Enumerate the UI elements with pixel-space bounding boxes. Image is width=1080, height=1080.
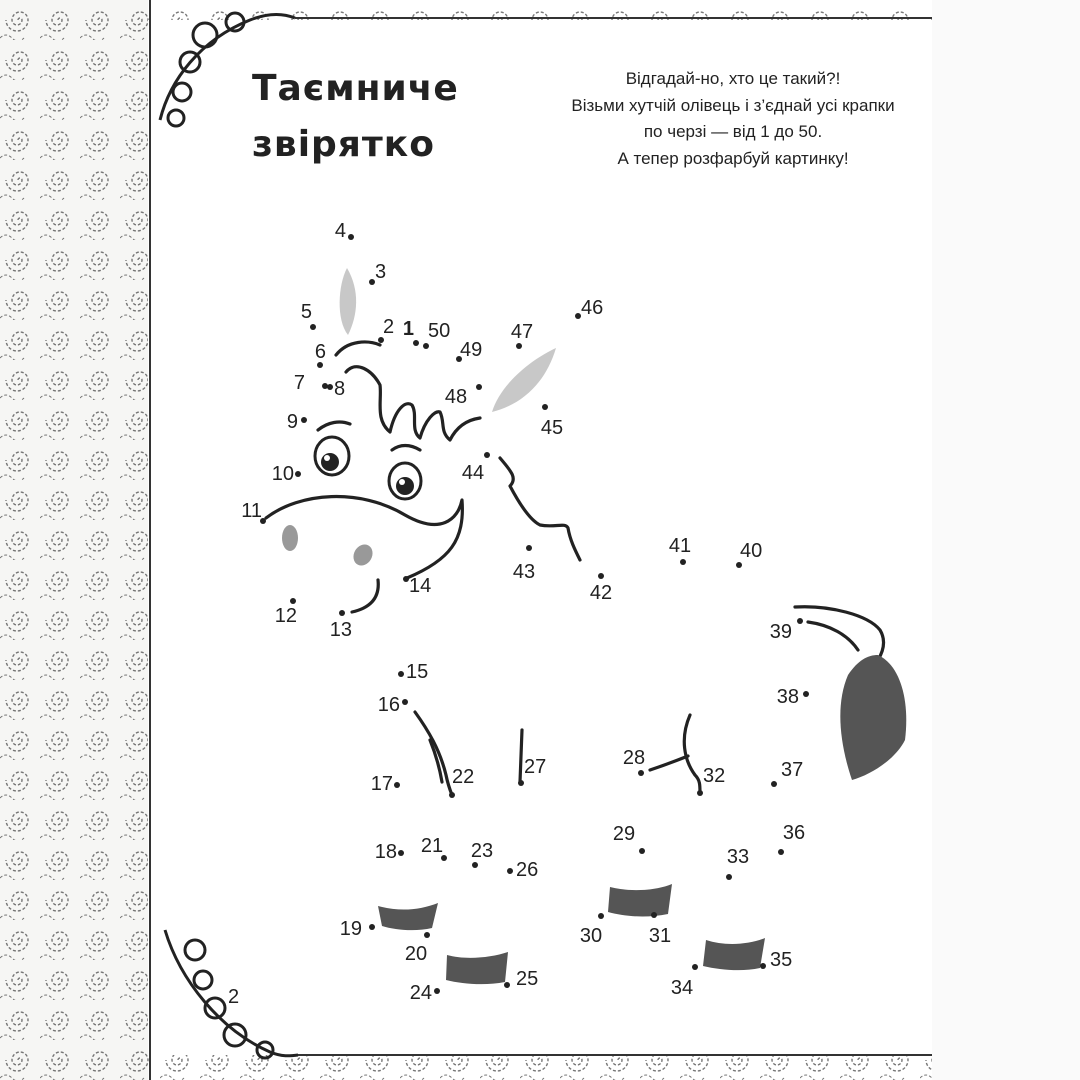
dot-32 xyxy=(697,765,725,796)
dot-number-label: 2 xyxy=(383,316,395,338)
dot-number-label: 47 xyxy=(510,321,534,343)
instruction-line: Візьми хутчій олівець і з’єднай усі крапки xyxy=(571,95,895,115)
dot-41 xyxy=(669,535,691,565)
dot-marker xyxy=(434,988,440,994)
dot-number-label: 50 xyxy=(428,320,451,342)
dot-marker xyxy=(424,932,430,938)
instruction-line: Відгадай-но, хто це такий?! xyxy=(625,69,841,88)
dot-marker xyxy=(680,559,686,565)
dot-number-label: 38 xyxy=(776,686,799,708)
dot-number-label: 34 xyxy=(670,977,694,999)
dot-marker xyxy=(638,770,644,776)
dot-number-label: 24 xyxy=(409,982,432,1004)
page-number: 2 xyxy=(228,986,240,1008)
dot-16 xyxy=(378,694,408,716)
dot-number-label: 23 xyxy=(470,840,494,862)
dot-marker xyxy=(518,780,524,786)
dot-marker xyxy=(398,671,404,677)
dot-number-label: 46 xyxy=(581,297,604,319)
dot-marker xyxy=(322,383,328,389)
page-title-line-2: звірятко xyxy=(252,124,435,165)
dot-marker xyxy=(339,610,345,616)
dot-9 xyxy=(287,411,307,433)
dot-1 xyxy=(403,318,419,346)
dot-marker xyxy=(542,404,548,410)
dot-number-label: 41 xyxy=(668,535,692,557)
numbered-dots xyxy=(241,220,809,1004)
dot-number-label: 25 xyxy=(516,968,539,990)
tail-tuft-icon xyxy=(840,655,906,780)
dot-39 xyxy=(770,618,803,643)
dot-number-label: 37 xyxy=(781,759,804,781)
dot-number-label: 18 xyxy=(374,841,397,863)
dot-38 xyxy=(777,686,809,708)
hoof-icon xyxy=(446,952,508,984)
dot-37 xyxy=(771,759,803,787)
dot-marker xyxy=(472,862,478,868)
dot-24 xyxy=(410,982,440,1004)
page-title-line-1: Таємниче xyxy=(252,68,459,109)
dot-marker xyxy=(476,384,482,390)
dot-5 xyxy=(301,301,316,330)
dot-number-label: 10 xyxy=(271,463,294,485)
hoof-icon xyxy=(378,903,438,930)
dot-marker xyxy=(598,913,604,919)
dot-number-label: 22 xyxy=(452,766,475,788)
dot-3 xyxy=(369,261,386,285)
hoof-icon xyxy=(608,884,672,916)
dot-marker xyxy=(301,417,307,423)
dot-marker xyxy=(598,573,604,579)
dot-marker xyxy=(507,868,513,874)
hoof-icon xyxy=(703,938,765,970)
dot-marker xyxy=(423,343,429,349)
dot-marker xyxy=(778,849,784,855)
dot-47 xyxy=(511,321,533,349)
dot-2 xyxy=(378,316,394,343)
dot-marker xyxy=(736,562,742,568)
instruction-line: по черзі — від 1 до 50. xyxy=(643,122,823,141)
dot-number-label: 27 xyxy=(524,756,547,778)
dot-number-label: 28 xyxy=(622,747,646,769)
dot-48 xyxy=(445,384,482,408)
dot-number-label: 48 xyxy=(444,386,468,408)
dot-number-label: 30 xyxy=(579,925,603,947)
dot-number-label: 12 xyxy=(274,605,297,627)
dot-number-label: 39 xyxy=(769,621,792,643)
dot-15 xyxy=(398,661,428,683)
dot-36 xyxy=(778,822,805,855)
dot-12 xyxy=(275,598,297,627)
dot-6 xyxy=(315,341,326,368)
dot-35 xyxy=(760,949,792,971)
dot-25 xyxy=(504,968,538,990)
dot-number-label: 42 xyxy=(589,582,613,604)
dot-number-label: 36 xyxy=(782,822,806,844)
dot-17 xyxy=(371,773,400,795)
dot-marker xyxy=(726,874,732,880)
dot-number-label: 17 xyxy=(370,773,393,795)
dot-number-label: 32 xyxy=(703,765,726,787)
dot-marker xyxy=(413,340,419,346)
dot-number-label: 26 xyxy=(516,859,539,881)
dot-46 xyxy=(575,297,603,319)
dot-marker xyxy=(402,699,408,705)
dot-number-label: 31 xyxy=(648,925,672,947)
dot-number-label: 5 xyxy=(300,301,312,323)
dot-10 xyxy=(272,463,301,485)
dot-30 xyxy=(580,913,604,947)
dot-number-label: 9 xyxy=(286,411,298,433)
dot-marker xyxy=(295,471,301,477)
dot-45 xyxy=(541,404,563,439)
dot-7 xyxy=(294,372,328,394)
dot-number-label: 13 xyxy=(329,619,352,641)
dot-number-label: 7 xyxy=(293,372,305,394)
dot-number-label: 33 xyxy=(726,846,750,868)
instruction-line: А тепер розфарбуй картинку! xyxy=(617,148,849,168)
dot-19 xyxy=(340,918,375,940)
dot-marker xyxy=(803,691,809,697)
dot-number-label: 4 xyxy=(334,220,346,242)
dot-31 xyxy=(649,912,671,947)
dot-number-label: 21 xyxy=(420,835,444,857)
dot-marker xyxy=(651,912,657,918)
dot-34 xyxy=(671,964,698,999)
dot-number-label: 16 xyxy=(377,694,400,716)
dot-marker xyxy=(516,343,522,349)
dot-33 xyxy=(726,846,749,880)
dot-marker xyxy=(369,924,375,930)
dot-22 xyxy=(449,766,474,798)
dot-20 xyxy=(405,932,430,965)
dot-number-label: 8 xyxy=(334,378,346,400)
dot-marker xyxy=(484,452,490,458)
neck-line xyxy=(500,458,580,560)
dot-number-label: 19 xyxy=(339,918,362,940)
dot-marker xyxy=(449,792,455,798)
dot-43 xyxy=(513,545,535,583)
dot-number-label: 29 xyxy=(612,823,636,845)
dot-26 xyxy=(507,859,538,881)
dot-number-label: 3 xyxy=(375,261,387,283)
dot-42 xyxy=(590,573,612,604)
dot-number-label: 20 xyxy=(404,943,428,965)
dot-number-label: 11 xyxy=(241,500,262,522)
dot-11 xyxy=(241,500,266,524)
dot-marker xyxy=(526,545,532,551)
dot-marker xyxy=(504,982,510,988)
dot-marker xyxy=(327,384,333,390)
dot-number-label: 6 xyxy=(314,341,326,363)
dot-number-label: 44 xyxy=(461,462,485,484)
dot-23 xyxy=(471,840,493,868)
dot-number-label: 14 xyxy=(409,575,432,597)
dot-number-label: 35 xyxy=(770,949,793,971)
dot-marker xyxy=(398,850,404,856)
dot-28 xyxy=(623,747,645,776)
dot-8 xyxy=(327,378,345,400)
dot-marker xyxy=(697,790,703,796)
left-ear-icon xyxy=(340,268,357,335)
dot-50 xyxy=(423,320,450,349)
dot-marker xyxy=(394,782,400,788)
dot-13 xyxy=(330,610,352,641)
dot-40 xyxy=(736,540,762,568)
dot-44 xyxy=(462,452,490,484)
dot-marker xyxy=(639,848,645,854)
dot-marker xyxy=(771,781,777,787)
dot-number-label: 15 xyxy=(406,661,429,683)
dot-number-label: 45 xyxy=(540,417,564,439)
dot-marker xyxy=(310,324,316,330)
dot-marker xyxy=(290,598,296,604)
dot-14 xyxy=(403,575,431,597)
dot-29 xyxy=(613,823,645,854)
dot-marker xyxy=(760,963,766,969)
dot-number-label: 49 xyxy=(460,339,483,361)
right-ear-icon xyxy=(492,348,556,412)
dot-4 xyxy=(335,220,354,242)
dot-number-label: 1 xyxy=(402,318,414,340)
dot-marker xyxy=(348,234,354,240)
dot-number-label: 40 xyxy=(740,540,763,562)
dot-marker xyxy=(797,618,803,624)
dot-49 xyxy=(456,339,482,362)
dot-21 xyxy=(421,835,447,861)
dot-marker xyxy=(692,964,698,970)
dot-18 xyxy=(375,841,404,863)
dot-number-label: 43 xyxy=(512,561,536,583)
